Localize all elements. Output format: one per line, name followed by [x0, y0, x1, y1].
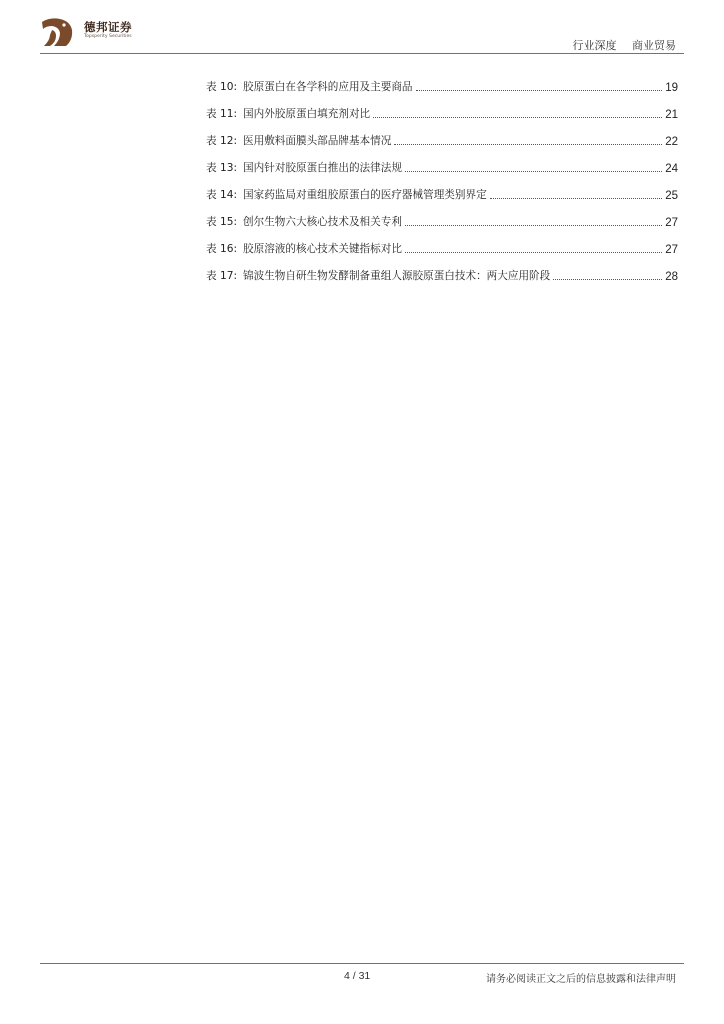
toc-entry[interactable]	[206, 67, 678, 94]
logo-text-cn: 德邦证券	[84, 20, 132, 34]
toc-entry-page: 28	[665, 271, 678, 283]
toc-entry-title: 创尔生物六大核心技术及相关专利	[243, 216, 402, 228]
toc-entry-page: 21	[665, 109, 678, 121]
toc-dot-leader	[405, 224, 662, 226]
toc-entry[interactable]	[206, 148, 678, 175]
toc-entry-label: 表 17:	[206, 270, 238, 282]
header-tag-report-type: 行业深度	[572, 39, 617, 52]
header-tags	[573, 37, 677, 53]
toc-entry-title: 锦波生物自研生物发酵制备重组人源胶原蛋白技术：两大应用阶段	[243, 270, 551, 282]
toc-entry-label: 表 15:	[206, 216, 238, 228]
toc-entry-page: 22	[665, 136, 678, 148]
toc-entry[interactable]	[206, 121, 678, 148]
toc-entry-label: 表 16:	[206, 243, 238, 255]
legal-disclaimer: 请务必阅读正文之后的信息披露和法律声明	[486, 974, 676, 985]
toc-entry-title: 国内针对胶原蛋白推出的法律法规	[243, 162, 402, 174]
toc-entry-page: 25	[665, 190, 678, 202]
toc-entry[interactable]	[206, 229, 678, 256]
toc-dot-leader	[405, 170, 662, 172]
footer-divider	[40, 963, 684, 964]
toc-entry-label: 表 11:	[206, 108, 238, 120]
toc-entry-page: 19	[665, 82, 678, 94]
header-divider	[40, 53, 684, 54]
toc-dot-leader	[373, 116, 662, 118]
toc-entry-page: 24	[665, 163, 678, 175]
toc-entry[interactable]	[206, 202, 678, 229]
page-number: 4 / 31	[344, 970, 371, 982]
toc-entry-label: 表 13:	[206, 162, 238, 174]
table-of-contents	[206, 67, 678, 283]
header-tag-industry: 商业贸易	[632, 39, 676, 52]
toc-entry-title: 医用敷料面膜头部品牌基本情况	[243, 135, 392, 147]
toc-entry-label: 表 14:	[206, 189, 238, 201]
toc-entry-title: 胶原蛋白在各学科的应用及主要商品	[243, 81, 413, 93]
toc-entry[interactable]	[206, 175, 678, 202]
toc-dot-leader	[405, 251, 662, 253]
toc-entry-title: 胶原溶液的核心技术关键指标对比	[243, 243, 402, 255]
logo-emblem-icon	[40, 16, 74, 48]
toc-dot-leader	[416, 89, 663, 91]
toc-entry-label: 表 10:	[206, 81, 238, 93]
toc-entry-page: 27	[665, 217, 678, 229]
logo-text-en: Topsperity Securities	[84, 34, 132, 39]
toc-entry-title: 国内外胶原蛋白填充剂对比	[243, 108, 371, 120]
toc-dot-leader	[394, 143, 662, 145]
toc-entry-title: 国家药监局对重组胶原蛋白的医疗器械管理类别界定	[243, 189, 487, 201]
toc-dot-leader	[490, 197, 663, 199]
toc-entry[interactable]	[206, 256, 678, 283]
toc-entry-page: 27	[665, 244, 678, 256]
toc-entry[interactable]	[206, 94, 678, 121]
toc-dot-leader	[553, 278, 662, 280]
toc-entry-label: 表 12:	[206, 135, 238, 147]
company-logo	[40, 16, 140, 50]
